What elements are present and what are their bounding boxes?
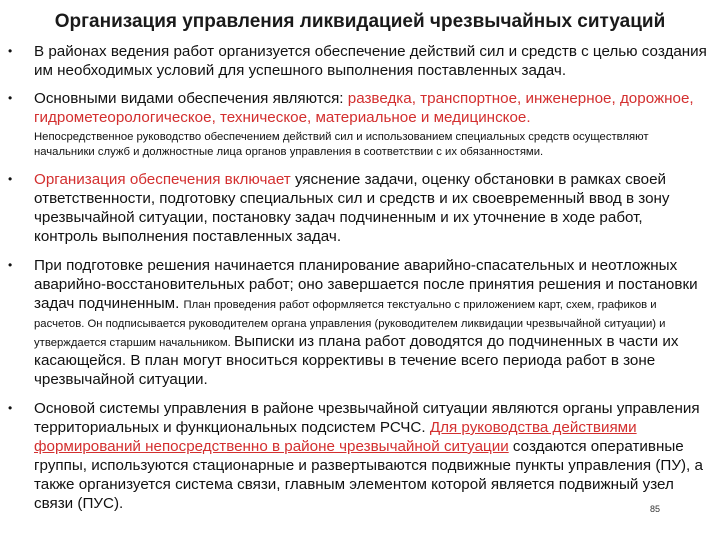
highlight-text: Для руководства действиями формирований непосредственно в районе чрезвычайной ситуации — [34, 419, 637, 455]
bullet-rest-text: создаются оперативные группы, используются стационарные и развертываются подвижные пункты управления (ПУ), а также организуется система связи, главным элементом которой является подвижный узел связи (ПУС). — [34, 438, 703, 512]
bullet-marker: • — [8, 258, 13, 272]
bullet-text — [34, 89, 708, 127]
bullet-marker: • — [8, 44, 13, 58]
slide-title: Организация управления ликвидацией чрезвычайных ситуаций — [54, 11, 666, 32]
bullet-rest-text: уяснение задачи, оценку обстановки в рамках своей ответственности, подготовку специальных сил и средств и их своевременный ввод в зону чрезвычайной ситуации, постановку задач подчиненным и их уточнение в ходе работ, контроль выполнения поставленных задач. — [34, 171, 670, 245]
bullet-text — [34, 399, 708, 513]
bullet-marker: • — [8, 172, 13, 186]
bullet-list — [0, 42, 720, 520]
bullet-text: В районах ведения работ организуется обеспечение действий сил и средств с целью создания им необходимых условий для успешного выполнения поставленных задач. — [34, 43, 707, 79]
bullet-tail-text: Выписки из плана работ доводятся до подчиненных в части их касающейся. В план могут вноситься коррективы в течение всего периода работ в зоне чрезвычайной ситуации. — [34, 333, 679, 388]
bullet-text — [34, 170, 708, 246]
page-number: 85 — [650, 504, 661, 514]
bullet-lead-text: Основными видами обеспечения являются: — [34, 90, 348, 107]
bullet-note: Непосредственное руководство обеспечением действий сил и использованием специальных средств осуществляют начальники служб и должностные лица органов управления в соответствии с их обязанностями. — [34, 131, 649, 158]
bullet-item — [0, 89, 720, 160]
bullet-marker: • — [8, 401, 13, 415]
highlight-text: разведка, транспортное, инженерное, дорожное, гидрометеорологическое, техническое, материальное и медицинское. — [34, 90, 694, 126]
highlight-text: Организация обеспечения включает — [34, 171, 291, 188]
bullet-item — [0, 256, 720, 389]
bullet-item — [0, 170, 720, 246]
bullet-inline-note: План проведения работ оформляется текстуально с приложением карт, схем, графиков и расчетов. Он подписывается руководителем органа управления (руководителем ликвидации чрезвычайной ситуации) и утверждается старшим начальником. — [34, 299, 666, 349]
bullet-item — [0, 399, 720, 513]
bullet-lead-text: Основой системы управления в районе чрезвычайной ситуации являются органы управления территориальных и функциональных подсистем РСЧС. — [34, 400, 700, 436]
bullet-text — [34, 256, 708, 389]
bullet-lead-text: При подготовке решения начинается планирование аварийно-спасательных и неотложных аварийно-восстановительных работ; оно завершается после принятия решения и постановки задач подчиненным. — [34, 257, 698, 312]
bullet-marker: • — [8, 91, 13, 105]
bullet-item — [0, 42, 720, 80]
